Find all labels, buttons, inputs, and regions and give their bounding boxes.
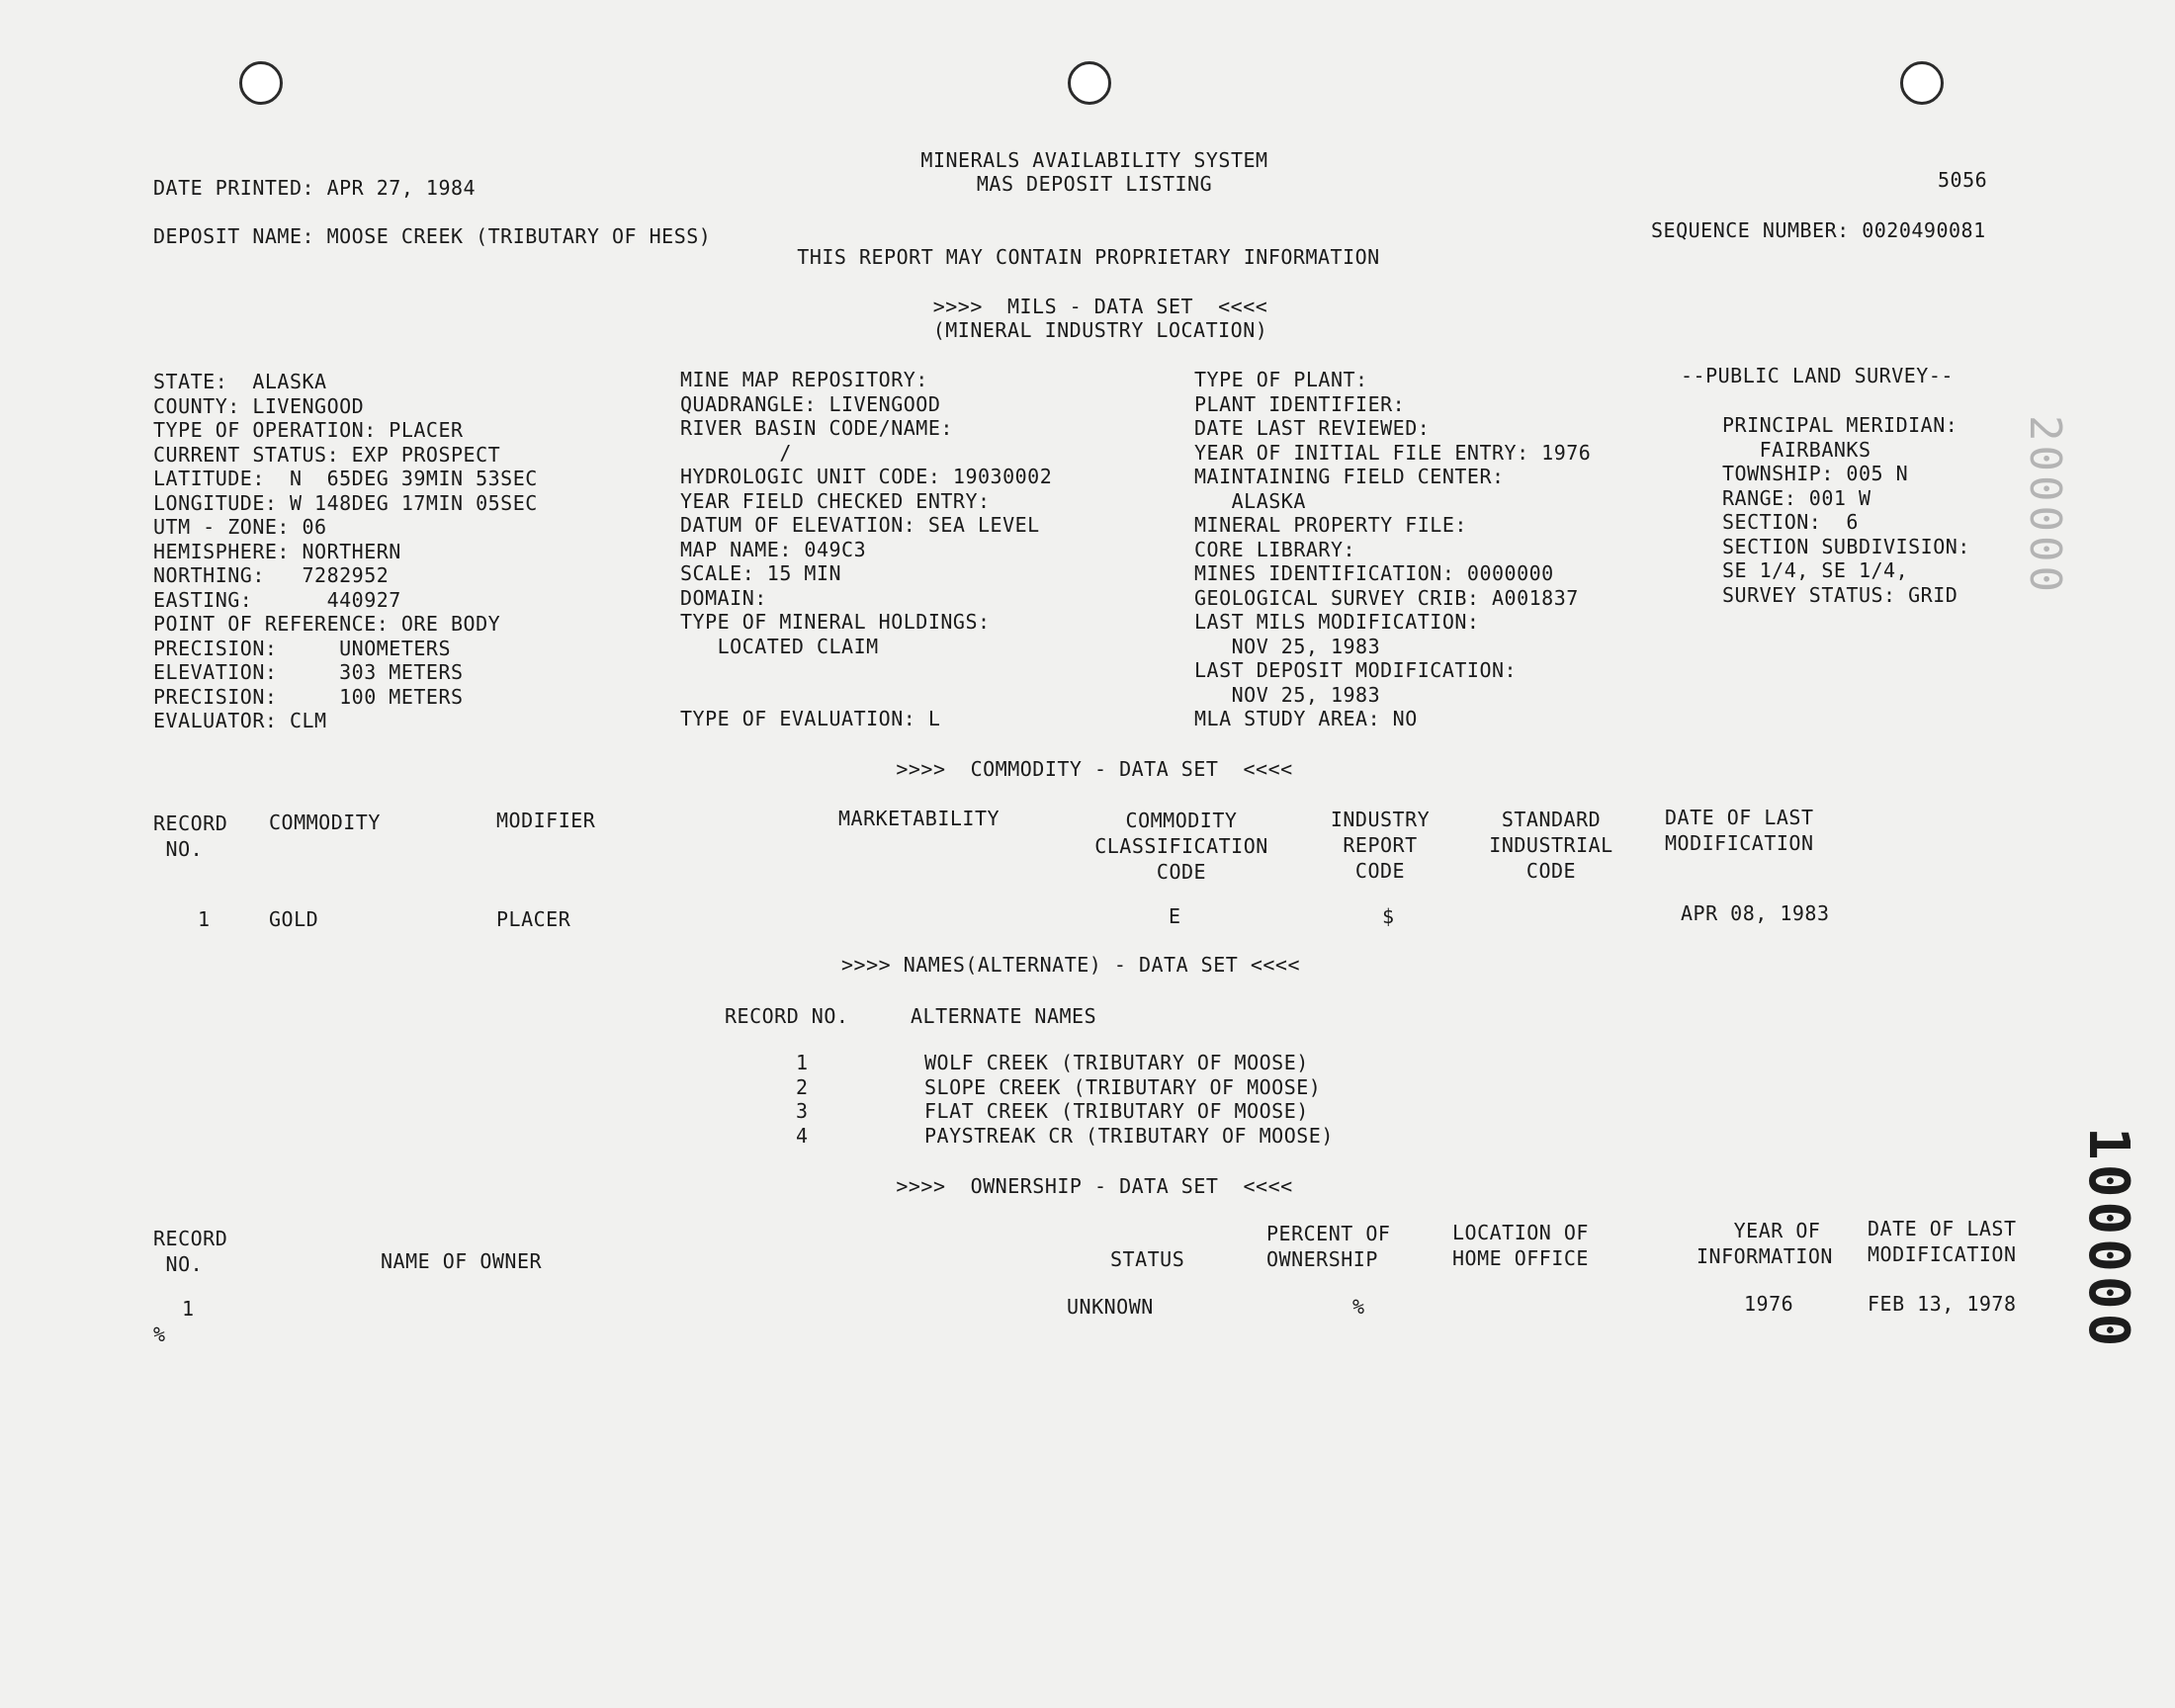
mils-location-field: LATITUDE: N 65DEG 39MIN 53SEC bbox=[153, 467, 538, 490]
punch-hole-right bbox=[1900, 61, 1944, 105]
mils-location-field: STATE: ALASKA bbox=[153, 370, 327, 393]
mils-map-field: DOMAIN: bbox=[680, 585, 767, 610]
ownership-title: >>>> OWNERSHIP - DATA SET <<<< bbox=[896, 1174, 1293, 1198]
mils-subtitle: (MINERAL INDUSTRY LOCATION) bbox=[932, 318, 1268, 342]
mils-location-field: UTM - ZONE: 06 bbox=[153, 515, 327, 539]
listing-title: MAS DEPOSIT LISTING bbox=[976, 172, 1213, 196]
names-header-record: RECORD NO. bbox=[725, 1004, 849, 1028]
mils-map-field: TYPE OF MINERAL HOLDINGS: bbox=[680, 610, 991, 634]
proprietary-notice: THIS REPORT MAY CONTAIN PROPRIETARY INFORMATION bbox=[797, 245, 1380, 269]
frame-number-stamp: 100000 bbox=[2076, 1127, 2140, 1351]
page-number: 5056 bbox=[1938, 168, 1988, 192]
mils-plant-field: PLANT IDENTIFIER: bbox=[1194, 391, 1406, 416]
mils-plant-field: LAST DEPOSIT MODIFICATION: bbox=[1194, 658, 1518, 682]
alternate-name: FLAT CREEK (TRIBUTARY OF MOOSE) bbox=[924, 1099, 1309, 1123]
public-land-survey-field: RANGE: 001 W bbox=[1722, 485, 1871, 510]
commodity-row-date: APR 08, 1983 bbox=[1681, 901, 1830, 925]
mils-location-field: TYPE OF OPERATION: PLACER bbox=[153, 418, 464, 442]
mils-plant-column bbox=[1194, 368, 1591, 731]
mils-location-column bbox=[153, 370, 538, 733]
mils-plant-field: CORE LIBRARY: bbox=[1194, 537, 1356, 561]
mils-map-field: QUADRANGLE: LIVENGOOD bbox=[680, 391, 941, 416]
ownership-header-year: YEAR OF INFORMATION bbox=[1696, 1219, 1833, 1268]
public-land-survey-field: SE 1/4, SE 1/4, bbox=[1722, 558, 1909, 582]
mils-map-field: HYDROLOGIC UNIT CODE: 19030002 bbox=[680, 465, 1053, 488]
mils-location-field: ELEVATION: 303 METERS bbox=[153, 660, 464, 684]
system-title: MINERALS AVAILABILITY SYSTEM bbox=[920, 148, 1268, 172]
public-land-survey-field: TOWNSHIP: 005 N bbox=[1722, 462, 1909, 485]
mils-location-field: NORTHING: 7282952 bbox=[153, 563, 390, 587]
ownership-header-date: DATE OF LAST MODIFICATION bbox=[1868, 1217, 2017, 1266]
mils-map-field: DATUM OF ELEVATION: SEA LEVEL bbox=[680, 513, 1040, 537]
mils-title: >>>> MILS - DATA SET <<<< bbox=[932, 295, 1268, 318]
mils-location-field: PRECISION: UNOMETERS bbox=[153, 636, 451, 660]
mils-map-field: TYPE OF EVALUATION: L bbox=[680, 707, 941, 730]
mils-plant-field: NOV 25, 1983 bbox=[1194, 634, 1381, 658]
mils-location-field: EASTING: 440927 bbox=[153, 587, 401, 612]
public-land-survey-column bbox=[1722, 413, 1970, 607]
public-land-survey-field: SECTION SUBDIVISION: bbox=[1722, 534, 1970, 558]
alternate-name-record-no: 2 bbox=[796, 1074, 809, 1099]
public-land-survey-field: SECTION: 6 bbox=[1722, 510, 1859, 534]
mils-map-field: MAP NAME: 049C3 bbox=[680, 537, 867, 561]
mils-map-column bbox=[680, 368, 1052, 731]
commodity-header-classification: COMMODITY CLASSIFICATION CODE bbox=[1094, 809, 1268, 884]
alternate-name-record-no: 4 bbox=[796, 1123, 809, 1148]
ownership-row-date: FEB 13, 1978 bbox=[1868, 1292, 2017, 1316]
mils-map-field: LOCATED CLAIM bbox=[680, 634, 879, 658]
ownership-footnote: % bbox=[153, 1323, 166, 1346]
mils-location-field: LONGITUDE: W 148DEG 17MIN 05SEC bbox=[153, 490, 538, 515]
commodity-row-classification: E bbox=[1169, 904, 1181, 928]
commodity-row-record: 1 bbox=[198, 907, 211, 931]
alternate-name: WOLF CREEK (TRIBUTARY OF MOOSE) bbox=[924, 1051, 1309, 1074]
ownership-header-location: LOCATION OF HOME OFFICE bbox=[1452, 1221, 1589, 1270]
names-header-names: ALTERNATE NAMES bbox=[911, 1004, 1097, 1028]
sequence-number: SEQUENCE NUMBER: 0020490081 bbox=[1651, 218, 1986, 242]
commodity-row-modifier: PLACER bbox=[496, 907, 571, 931]
alternate-name: PAYSTREAK CR (TRIBUTARY OF MOOSE) bbox=[924, 1123, 1334, 1148]
mils-plant-field: MINES IDENTIFICATION: 0000000 bbox=[1194, 561, 1554, 585]
commodity-header-modifier: MODIFIER bbox=[496, 809, 596, 832]
commodity-header-commodity: COMMODITY bbox=[269, 811, 381, 834]
mils-location-field: POINT OF REFERENCE: ORE BODY bbox=[153, 612, 501, 636]
commodity-row-industry: $ bbox=[1382, 904, 1395, 928]
ownership-row-status: UNKNOWN bbox=[1067, 1295, 1154, 1319]
commodity-header-sic: STANDARD INDUSTRIAL CODE bbox=[1489, 808, 1613, 883]
commodity-header-date: DATE OF LAST MODIFICATION bbox=[1665, 806, 1814, 855]
ownership-row-record: 1 bbox=[182, 1297, 195, 1321]
punch-hole-center bbox=[1068, 61, 1111, 105]
mils-map-field: YEAR FIELD CHECKED ENTRY: bbox=[680, 488, 991, 513]
mils-location-field: PRECISION: 100 METERS bbox=[153, 684, 464, 709]
mils-map-field: SCALE: 15 MIN bbox=[680, 561, 842, 585]
commodity-row-commodity: GOLD bbox=[269, 907, 319, 931]
commodity-header-record: RECORD NO. bbox=[153, 811, 228, 861]
commodity-header-industry: INDUSTRY REPORT CODE bbox=[1330, 808, 1431, 883]
mils-location-field: EVALUATOR: CLM bbox=[153, 709, 327, 732]
faint-frame-number: 200000 bbox=[2020, 415, 2070, 596]
mils-plant-field: DATE LAST REVIEWED: bbox=[1194, 416, 1431, 440]
alternate-name-record-no: 3 bbox=[796, 1099, 809, 1123]
mils-plant-field: LAST MILS MODIFICATION: bbox=[1194, 610, 1480, 634]
alternate-name-record-no: 1 bbox=[796, 1051, 809, 1074]
mils-plant-field: MINERAL PROPERTY FILE: bbox=[1194, 513, 1467, 537]
public-land-survey-field: FAIRBANKS bbox=[1722, 437, 1871, 462]
alternate-name: SLOPE CREEK (TRIBUTARY OF MOOSE) bbox=[924, 1074, 1322, 1099]
names-title: >>>> NAMES(ALTERNATE) - DATA SET <<<< bbox=[840, 953, 1301, 977]
mils-plant-field: MAINTAINING FIELD CENTER: bbox=[1194, 465, 1505, 488]
mils-map-field bbox=[680, 683, 1052, 708]
mils-map-field bbox=[680, 658, 1052, 683]
mils-plant-field: GEOLOGICAL SURVEY CRIB: A001837 bbox=[1194, 585, 1579, 610]
mils-location-field: COUNTY: LIVENGOOD bbox=[153, 393, 365, 418]
ownership-header-status: STATUS bbox=[1110, 1247, 1185, 1271]
ownership-row-percent: % bbox=[1352, 1295, 1365, 1319]
public-land-survey-field: SURVEY STATUS: GRID bbox=[1722, 582, 1958, 607]
mils-plant-field: TYPE OF PLANT: bbox=[1194, 368, 1368, 391]
date-printed: DATE PRINTED: APR 27, 1984 bbox=[153, 176, 477, 200]
mils-plant-field: NOV 25, 1983 bbox=[1194, 682, 1381, 707]
ownership-header-percent: PERCENT OF OWNERSHIP bbox=[1266, 1222, 1391, 1271]
public-land-survey-title: --PUBLIC LAND SURVEY-- bbox=[1681, 364, 1954, 387]
mils-plant-field: MLA STUDY AREA: NO bbox=[1194, 707, 1418, 730]
mils-map-field: MINE MAP REPOSITORY: bbox=[680, 368, 928, 391]
ownership-row-year: 1976 bbox=[1744, 1292, 1794, 1316]
commodity-header-marketability: MARKETABILITY bbox=[838, 807, 1000, 830]
deposit-name: DEPOSIT NAME: MOOSE CREEK (TRIBUTARY OF HESS) bbox=[153, 224, 712, 248]
mils-map-field: / bbox=[680, 440, 792, 465]
mils-location-field: HEMISPHERE: NORTHERN bbox=[153, 539, 401, 563]
commodity-title: >>>> COMMODITY - DATA SET <<<< bbox=[896, 757, 1293, 781]
mils-map-field: RIVER BASIN CODE/NAME: bbox=[680, 416, 953, 440]
ownership-header-name: NAME OF OWNER bbox=[381, 1249, 543, 1273]
public-land-survey-field: PRINCIPAL MERIDIAN: bbox=[1722, 413, 1958, 437]
mils-location-field: CURRENT STATUS: EXP PROSPECT bbox=[153, 442, 501, 467]
mils-plant-field: ALASKA bbox=[1194, 488, 1306, 513]
ownership-header-record: RECORD NO. bbox=[153, 1227, 228, 1276]
punch-hole-left bbox=[239, 61, 283, 105]
mils-plant-field: YEAR OF INITIAL FILE ENTRY: 1976 bbox=[1194, 440, 1592, 465]
